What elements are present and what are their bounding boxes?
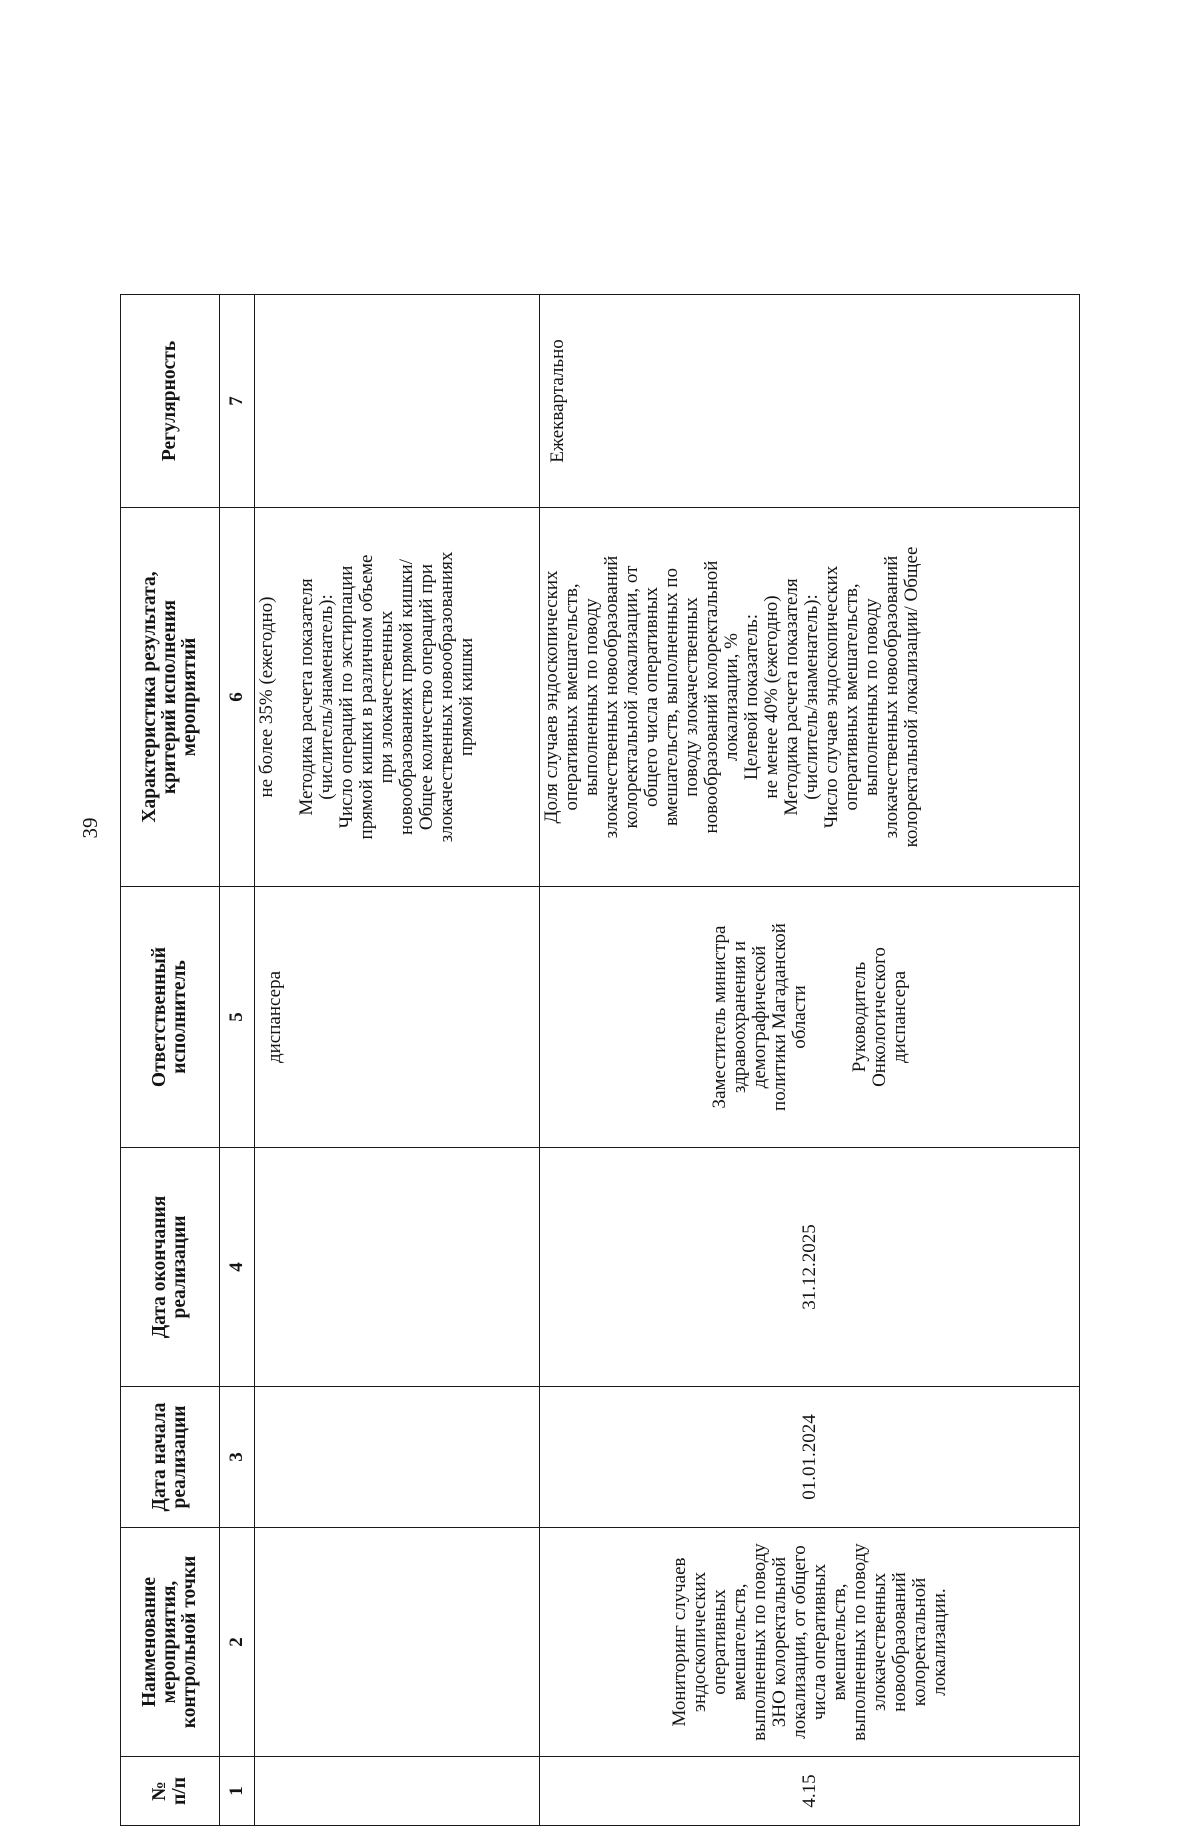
- text-line: числа оперативных: [808, 1563, 830, 1721]
- cell-executor: диспансера: [255, 887, 540, 1148]
- text-line: новообразованиях прямой кишки/: [396, 558, 417, 836]
- text-line: злокачественных новообразованиях: [436, 551, 457, 843]
- text-line: Доля случаев эндоскопических: [541, 570, 562, 824]
- text-line: выполненных по поводу: [581, 598, 602, 796]
- column-number: 5: [220, 887, 255, 1148]
- text-line: области: [788, 985, 810, 1049]
- text-line: вмешательств,: [828, 1583, 850, 1701]
- text-line: локализации, %: [721, 633, 742, 761]
- cell-number: 4.15: [540, 1757, 1080, 1826]
- header-start-date: Дата начала реализации: [121, 1387, 220, 1528]
- page-number: 39: [78, 817, 102, 839]
- text-line: выполненных по поводу: [848, 1543, 870, 1741]
- header-end-date: Дата окончания реализации: [121, 1148, 220, 1387]
- column-number: 4: [220, 1148, 255, 1387]
- text-line: оперативных: [708, 1589, 730, 1695]
- text-line: выполненных по поводу: [861, 598, 882, 796]
- text-line: прямой кишки: [456, 637, 477, 757]
- text-line: Онкологического: [868, 947, 890, 1087]
- table-row-continuation: [255, 295, 540, 1826]
- column-number: 3: [220, 1387, 255, 1528]
- column-number-row: [220, 295, 255, 1826]
- cell-end-date: 31.12.2025: [540, 1148, 1080, 1387]
- text-line: новообразований колоректальной: [701, 560, 722, 834]
- text-line: локализации.: [928, 1588, 950, 1696]
- cell-empty: [255, 1528, 540, 1757]
- text-line: общего числа оперативных: [641, 586, 662, 808]
- cell-result: [255, 508, 540, 887]
- cell-empty: [255, 1757, 540, 1826]
- text-line: Целевой показатель:: [741, 614, 762, 780]
- text-line: колоректальной: [908, 1577, 930, 1707]
- column-number: 1: [220, 1757, 255, 1826]
- text-line: эндоскопических: [688, 1571, 710, 1713]
- text-line: поводу злокачественных: [681, 597, 702, 797]
- text-line: оперативных вмешательств,: [841, 583, 862, 811]
- column-number: 7: [220, 295, 255, 508]
- header-regularity: Регулярность: [121, 295, 220, 508]
- text-line: прямой кишки в различном объеме: [356, 554, 377, 840]
- column-number: 6: [220, 508, 255, 887]
- text-line: не менее 40% (ежегодно): [761, 595, 782, 799]
- text-line: Мониторинг случаев: [668, 1557, 690, 1727]
- text-line: новообразований: [888, 1572, 910, 1712]
- cell-result: [540, 508, 1080, 887]
- text-line: Методика расчета показателя: [296, 578, 317, 816]
- text-line: вмешательств,: [728, 1583, 750, 1701]
- measures-table: [120, 294, 1080, 1826]
- text-line: [277, 513, 297, 881]
- text-line: диспансера: [888, 970, 910, 1064]
- text-line: колоректальной локализации, от: [621, 565, 642, 829]
- text-line: Число операций по экстирпации: [336, 565, 357, 829]
- text-line: Руководитель: [848, 961, 870, 1073]
- text-line: демографической: [748, 945, 770, 1089]
- text-line: злокачественных: [868, 1572, 890, 1712]
- cell-start-date: 01.01.2024: [540, 1387, 1080, 1528]
- text-line: при злокачественных: [376, 610, 397, 784]
- text-line: Общее количество операций при: [416, 563, 437, 831]
- header-result: Характеристика результата, критерий исполнения мероприятий: [121, 508, 220, 887]
- cell-regularity: Ежеквартально: [540, 295, 1080, 508]
- text-line: ЗНО колоректальной: [768, 1556, 790, 1728]
- text-line: политики Магаданской: [768, 923, 790, 1111]
- header-number: № п/п: [121, 1757, 220, 1826]
- text-line: Методика расчета показателя: [781, 578, 802, 816]
- text-line: злокачественных новообразований: [881, 555, 902, 839]
- text-line: вмешательств, выполненных по: [661, 567, 682, 827]
- text-line: здравоохранения и: [728, 940, 750, 1094]
- cell-executor: [540, 887, 1080, 1148]
- table-row-4-15: [540, 295, 1080, 1826]
- header-name: Наименование мероприятия, контрольной точки: [121, 1528, 220, 1757]
- text-line: выполненных по поводу: [748, 1543, 770, 1741]
- table-header-row: [121, 295, 220, 1826]
- text-line: (числитель/знаменатель):: [801, 594, 822, 800]
- text-line: локализации, от общего: [788, 1545, 810, 1739]
- header-executor: Ответственный исполнитель: [121, 887, 220, 1148]
- cell-empty: [255, 1148, 540, 1387]
- cell-name: [540, 1528, 1080, 1757]
- text-line: Заместитель министра: [708, 925, 730, 1109]
- text-line: колоректальной локализации/ Общее: [901, 546, 922, 848]
- column-number: 2: [220, 1528, 255, 1757]
- text-line: (числитель/знаменатель):: [316, 594, 337, 800]
- text-line: злокачественных новообразований: [601, 555, 622, 839]
- text-line: оперативных вмешательств,: [561, 583, 582, 811]
- cell-empty: [255, 295, 540, 508]
- text-line: Число случаев эндоскопических: [821, 565, 842, 829]
- text-line: не более 35% (ежегодно): [256, 596, 277, 798]
- rotated-table-container: [120, 294, 1080, 1826]
- cell-empty: [255, 1387, 540, 1528]
